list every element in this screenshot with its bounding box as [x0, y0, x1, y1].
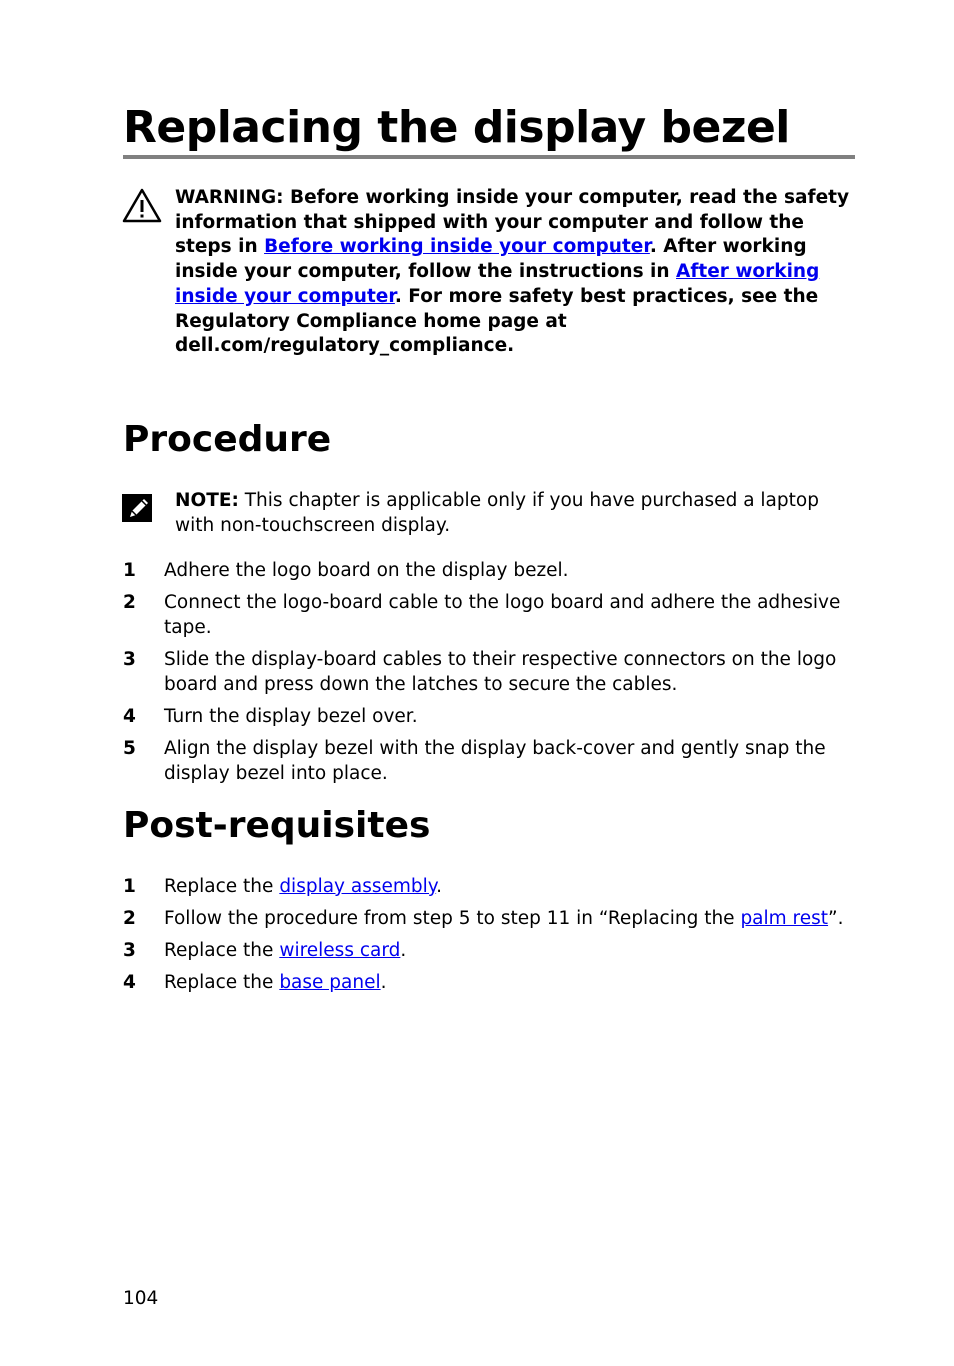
step-text-after: .: [400, 940, 407, 961]
step-text-before: Replace the: [164, 972, 280, 993]
step-number: 1: [123, 876, 136, 897]
procedure-step: [123, 558, 855, 583]
step-text-after: ”.: [828, 908, 844, 929]
palm-rest-link[interactable]: palm rest: [740, 908, 829, 929]
step-number: 3: [123, 649, 136, 670]
procedure-heading: Procedure: [123, 419, 332, 460]
note-text: [175, 488, 855, 538]
before-working-link[interactable]: Before working inside your computer: [264, 236, 650, 258]
procedure-step: [123, 704, 855, 729]
step-number: 2: [123, 592, 136, 613]
step-text-before: Replace the: [164, 940, 280, 961]
note-body: This chapter is applicable only if you have purchased a laptop with non-touchscreen display.: [175, 490, 819, 536]
page-number: 104: [123, 1288, 159, 1309]
step-text: Align the display bezel with the display back-cover and gently snap the display bezel into place.: [164, 738, 826, 784]
title-rule: [123, 155, 855, 159]
post-requisite-steps: [123, 874, 855, 1002]
step-number: 1: [123, 560, 136, 581]
display-assembly-link[interactable]: display assembly: [279, 876, 437, 897]
step-number: 4: [123, 706, 136, 727]
warning-text: [175, 186, 855, 359]
after-working-link[interactable]: After working inside your computer: [175, 261, 820, 307]
step-text: Slide the display-board cables to their respective connectors on the logo board and press down the latches to secure the cables.: [164, 649, 837, 695]
step-text: Turn the display bezel over.: [164, 706, 418, 727]
procedure-steps: [123, 558, 855, 793]
step-text-after: .: [436, 876, 442, 897]
page-title: Replacing the display bezel: [123, 102, 790, 153]
post-step: [123, 874, 855, 899]
post-requisites-heading: Post-requisites: [123, 805, 431, 846]
post-step: [123, 906, 855, 931]
step-text: Connect the logo-board cable to the logo board and adhere the adhesive tape.: [164, 592, 841, 638]
step-text-before: Replace the: [164, 876, 280, 897]
warning-prefix: WARNING: Before working inside your computer, read the safety information that shipped with your computer and follow the steps in: [175, 187, 850, 258]
step-number: 2: [123, 908, 136, 929]
wireless-card-link[interactable]: wireless card: [279, 940, 401, 961]
step-text-after: .: [380, 972, 387, 993]
warning-triangle-icon: [122, 188, 162, 224]
note-label: NOTE:: [175, 490, 239, 511]
step-number: 5: [123, 738, 136, 759]
step-text-before: Follow the procedure from step 5 to step 11 in “Replacing the: [164, 908, 741, 929]
procedure-step: [123, 736, 855, 786]
warning-suffix: . For more safety best practices, see the Regulatory Compliance home page at dell.com/regulatory_compliance.: [175, 285, 819, 357]
step-text: Adhere the logo board on the display bezel.: [164, 560, 569, 581]
note-pencil-icon: [122, 492, 154, 524]
step-number: 4: [123, 972, 136, 993]
base-panel-link[interactable]: base panel: [279, 972, 381, 993]
post-step: [123, 970, 855, 995]
warning-middle: . After working inside your computer, follow the instructions in: [175, 236, 807, 283]
procedure-step: [123, 590, 855, 640]
step-number: 3: [123, 940, 136, 961]
post-step: [123, 938, 855, 963]
procedure-step: [123, 647, 855, 697]
